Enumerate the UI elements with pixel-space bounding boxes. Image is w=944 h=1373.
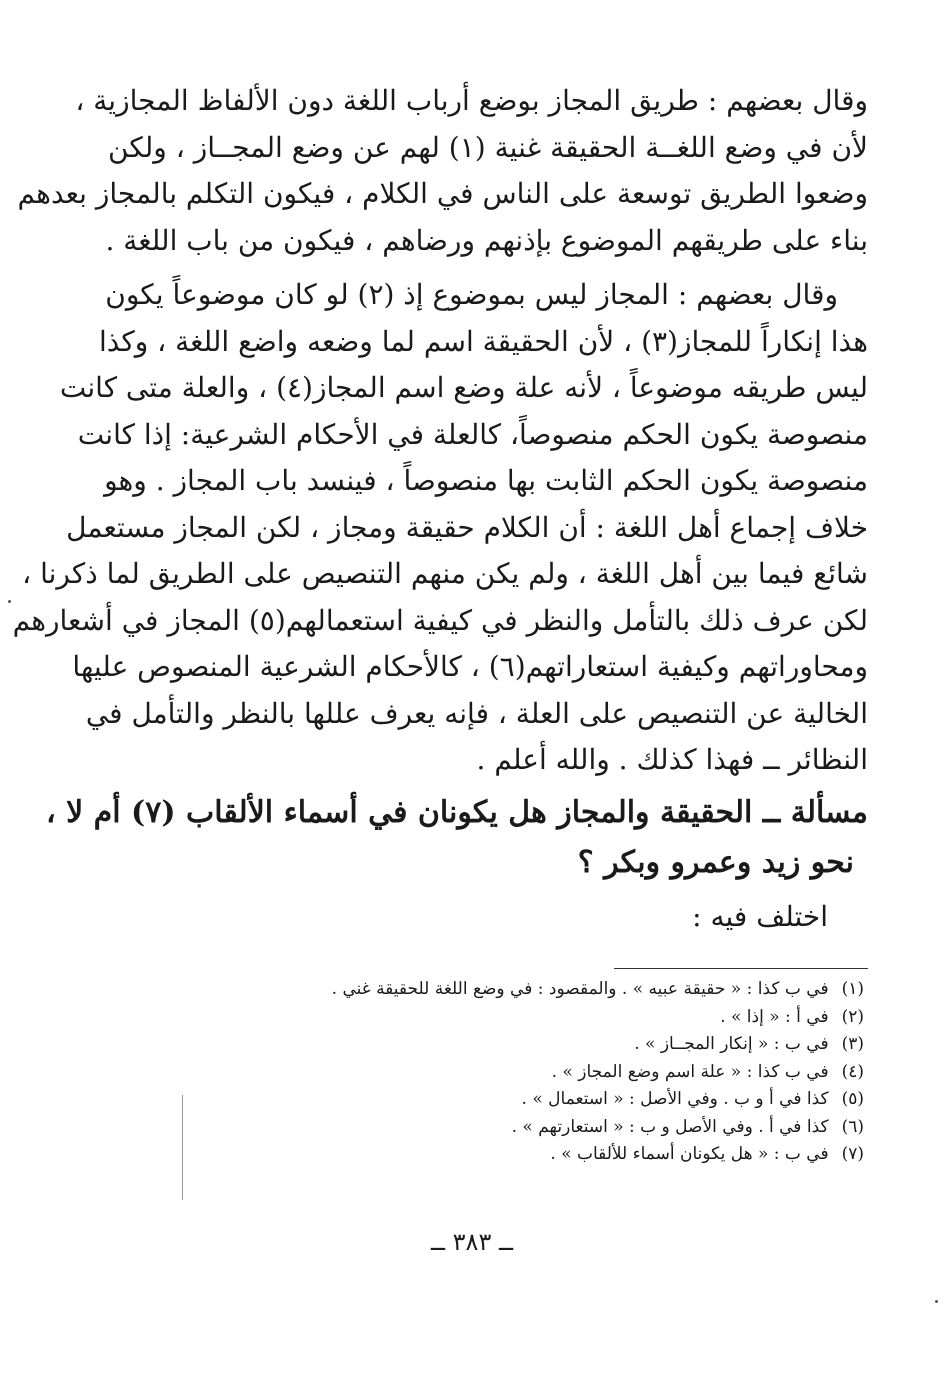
footnotes (304, 976, 864, 1169)
text-line: وقال بعضهم : المجاز ليس بموضوع إذ (٢) لو كان موضوعاً يكون (105, 278, 838, 311)
text-line: بناء على طريقهم الموضوع بإذنهم ورضاهم ، فيكون من باب اللغة . (105, 223, 868, 257)
footnote-text: كذا في أ و ب . وفي الأصل : « استعمال » . (521, 1089, 829, 1109)
footnote-number: (١) (841, 979, 864, 999)
text-line: هذا إنكاراً للمجاز(٣) ، لأن الحقيقة اسم لما وضعه واضع اللغة ، وكذا (98, 324, 868, 358)
heading-line: نحو زيد وعمرو وبكر ؟ (577, 844, 854, 880)
text-line: لأن في وضع اللغــة الحقيقة غنية (١) لهم عن وضع المجــاز ، ولكن (108, 130, 868, 164)
footnote-text: في ب كذا : « علة اسم وضع المجاز » . (551, 1061, 829, 1082)
page-number: ــ ٣٨٣ ــ (430, 1228, 514, 1256)
footnote-number: (٧) (841, 1144, 864, 1164)
footnote-number: (٤) (841, 1061, 864, 1082)
footnote (304, 1086, 864, 1114)
paragraph-1 (17, 78, 868, 264)
heading-line: مسألة ــ الحقيقة والمجاز هل يكونان في أسماء الألقاب (٧) أم لا ، (46, 794, 868, 830)
scan-speck (8, 600, 11, 603)
footnote (304, 1141, 864, 1169)
main-text (12, 78, 868, 940)
text-line: لكن عرف ذلك بالتأمل والنظر في كيفية استعمالهم(٥) المجاز في أشعارهم (12, 603, 868, 637)
footnote-text: في ب : « هل يكونان أسماء للألقاب » . (550, 1144, 829, 1164)
text-line: النظائر ــ فهذا كذلك . والله أعلم . (476, 743, 868, 776)
footnote-text: كذا في أ . وفي الأصل و ب : « استعارتهم » . (511, 1116, 829, 1137)
footnote-divider (614, 968, 868, 969)
text-line: وقال بعضهم : طريق المجاز بوضع أرباب اللغة دون الألفاظ المجازية ، (75, 84, 868, 117)
footnote-number: (٣) (841, 1034, 864, 1054)
section-intro: اختلف فيه : (692, 899, 828, 933)
footnote (304, 1059, 864, 1087)
section-heading (46, 788, 868, 888)
footnote-number: (٦) (841, 1116, 864, 1137)
text-line: خلاف إجماع أهل اللغة : أن الكلام حقيقة ومجاز ، لكن المجاز مستعمل (66, 510, 868, 544)
scan-speck (935, 1300, 938, 1303)
scan-margin-line (182, 1095, 183, 1200)
text-line: شائع فيما بين أهل اللغة ، ولم يكن منهم التنصيص على الطريق لما ذكرنا ، (22, 557, 868, 590)
footnote (304, 1114, 864, 1142)
text-line: منصوصة يكون الحكم الثابت بها منصوصاً ، فينسد باب المجاز . وهو (104, 464, 868, 497)
text-line: ليس طريقه موضوعاً ، لأنه علة وضع اسم المجاز(٤) ، والعلة متى كانت (59, 371, 868, 404)
text-line: الخالية عن التنصيص على العلة ، فإنه يعرف عللها بالنظر والتأمل في (85, 696, 868, 730)
footnote-text: في أ : « إذا » . (720, 1006, 829, 1027)
footnote-number: (٢) (841, 1006, 864, 1027)
footnote-number: (٥) (841, 1089, 864, 1109)
footnote-text: في ب كذا : « حقيقة عبيه » . والمقصود : في وضع اللغة للحقيقة غني . (331, 979, 829, 999)
footnote (304, 1031, 864, 1059)
text-line: منصوصة يكون الحكم منصوصاً، كالعلة في الأحكام الشرعية: إذا كانت (77, 417, 868, 451)
text-line: وضعوا الطريق توسعة على الناس في الكلام ، فيكون التكلم بالمجاز بعدهم (17, 177, 868, 210)
text-line: ومحاوراتهم وكيفية استعاراتهم(٦) ، كالأحكام الشرعية المنصوص عليها (72, 650, 868, 683)
footnote-text: في ب : « إنكار المجــاز » . (634, 1034, 829, 1054)
footnote (304, 1004, 864, 1032)
footnote (304, 976, 864, 1004)
paragraph-2 (12, 272, 868, 784)
